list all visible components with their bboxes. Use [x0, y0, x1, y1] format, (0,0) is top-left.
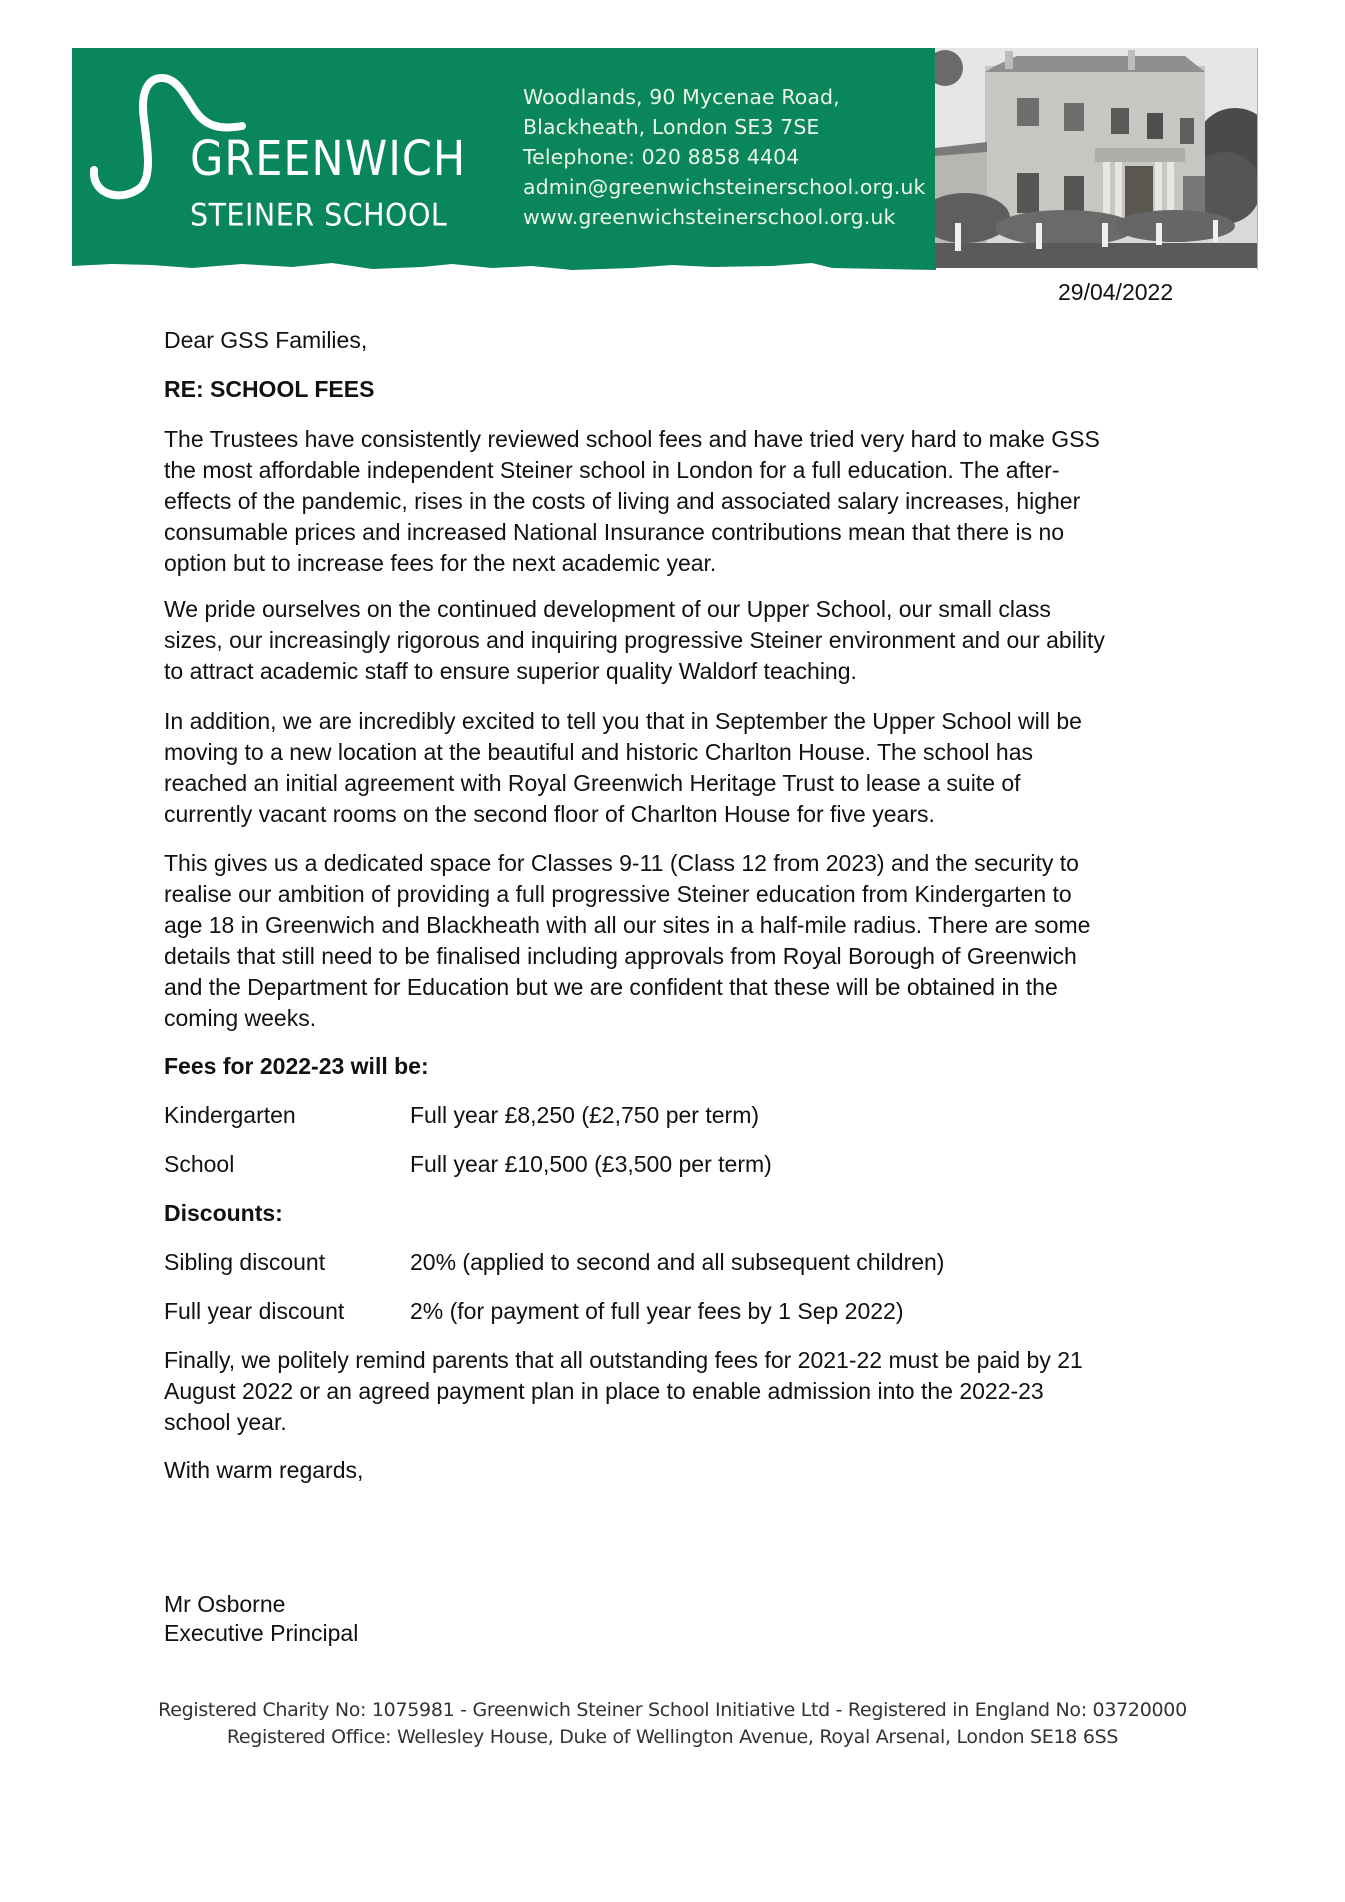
paragraph-line: effects of the pandemic, rises in the costs of living and associated salary increases, higher [164, 488, 1081, 514]
photo-border-line [1257, 48, 1258, 270]
paragraph-line: and the Department for Education but we are confident that these will be obtained in the [164, 974, 1058, 1000]
paragraph-fee-increase [164, 424, 1224, 579]
paragraph-line: reached an initial agreement with Royal Greenwich Heritage Trust to lease a suite of [164, 770, 1021, 796]
telephone: Telephone: 020 8858 4404 [523, 145, 800, 169]
contact-block [523, 82, 925, 232]
signatory-title: Executive Principal [164, 1620, 359, 1646]
paragraph-outstanding-fees [164, 1345, 1224, 1438]
letterhead-green-panel [72, 48, 936, 270]
paragraph-line: realise our ambition of providing a full progressive Steiner education from Kindergarten to [164, 881, 1072, 907]
footer-registered-office: Registered Office: Wellesley House, Duke of Wellington Avenue, Royal Arsenal, London SE18 6SS [226, 1726, 1119, 1748]
paragraph-line: August 2022 or an agreed payment plan in place to enable admission into the 2022-23 [164, 1378, 1044, 1404]
email-link[interactable]: admin@greenwichsteinerschool.org.uk [523, 175, 926, 199]
paragraph-line: Finally, we politely remind parents that all outstanding fees for 2021-22 must be paid by 21 [164, 1347, 1083, 1373]
fee-row-kindergarten [164, 1100, 1064, 1131]
discount-label: Sibling discount [164, 1249, 326, 1275]
school-building-photo [935, 48, 1257, 268]
letterhead-banner [72, 48, 1258, 270]
paragraph-line: currently vacant rooms on the second floor of Charlton House for five years. [164, 801, 935, 827]
footer-registration: Registered Charity No: 1075981 - Greenwich Steiner School Initiative Ltd - Registered in England No: 03720000 [158, 1699, 1187, 1721]
signatory-name: Mr Osborne [164, 1591, 286, 1617]
salutation: Dear GSS Families, [164, 327, 368, 353]
fee-label: School [164, 1151, 235, 1177]
fees-heading: Fees for 2022-23 will be: [164, 1053, 429, 1079]
paragraph-line: We pride ourselves on the continued development of our Upper School, our small class [164, 596, 1051, 622]
paragraph-line: This gives us a dedicated space for Classes 9-11 (Class 12 from 2023) and the security to [164, 850, 1079, 876]
paragraph-line: The Trustees have consistently reviewed school fees and have tried very hard to make GSS [164, 426, 1100, 452]
paragraph-line: age 18 in Greenwich and Blackheath with all our sites in a half-mile radius. There are some [164, 912, 1091, 938]
paragraph-line: details that still need to be finalised including approvals from Royal Borough of Greenwich [164, 943, 1077, 969]
paragraph-line: coming weeks. [164, 1005, 317, 1031]
paragraph-line: the most affordable independent Steiner school in London for a full education. The after- [164, 457, 1060, 483]
paragraph-line: sizes, our increasingly rigorous and inquiring progressive Steiner environment and our ability [164, 627, 1105, 653]
discount-label: Full year discount [164, 1298, 345, 1324]
paragraph-line: option but to increase fees for the next academic year. [164, 550, 717, 576]
paragraph-line: moving to a new location at the beautiful and historic Charlton House. The school has [164, 739, 1033, 765]
paragraph-line: consumable prices and increased National Insurance contributions mean that there is no [164, 519, 1065, 545]
paragraph-line: In addition, we are incredibly excited to tell you that in September the Upper School will be [164, 708, 1082, 734]
closing: With warm regards, [164, 1457, 364, 1483]
discount-value: 2% (for payment of full year fees by 1 Sep 2022) [410, 1298, 904, 1324]
discount-value: 20% (applied to second and all subsequent children) [410, 1249, 945, 1275]
discount-row-sibling [164, 1247, 1064, 1278]
discount-row-full-year [164, 1296, 1064, 1327]
paragraph-upper-school [164, 594, 1224, 687]
paragraph-charlton-house [164, 706, 1224, 830]
fee-value: Full year £10,500 (£3,500 per term) [410, 1151, 772, 1177]
fee-label: Kindergarten [164, 1102, 296, 1128]
address-line1: Woodlands, 90 Mycenae Road, [523, 85, 840, 109]
building-image-icon [935, 48, 1257, 268]
website-link[interactable]: www.greenwichsteinerschool.org.uk [523, 205, 896, 229]
address-line2: Blackheath, London SE3 7SE [523, 115, 820, 139]
school-name-line1: GREENWICH [190, 131, 467, 188]
paragraph-dedicated-space [164, 848, 1224, 1034]
subject-heading: RE: SCHOOL FEES [164, 376, 375, 402]
paragraph-line: to attract academic staff to ensure superior quality Waldorf teaching. [164, 658, 857, 684]
school-name-line2: STEINER SCHOOL [190, 196, 448, 233]
letter-date: 29/04/2022 [1058, 279, 1174, 305]
discounts-heading: Discounts: [164, 1200, 283, 1226]
fee-row-school [164, 1149, 1064, 1180]
fee-value: Full year £8,250 (£2,750 per term) [410, 1102, 760, 1128]
torn-edge-decoration [72, 258, 936, 272]
paragraph-line: school year. [164, 1409, 287, 1435]
